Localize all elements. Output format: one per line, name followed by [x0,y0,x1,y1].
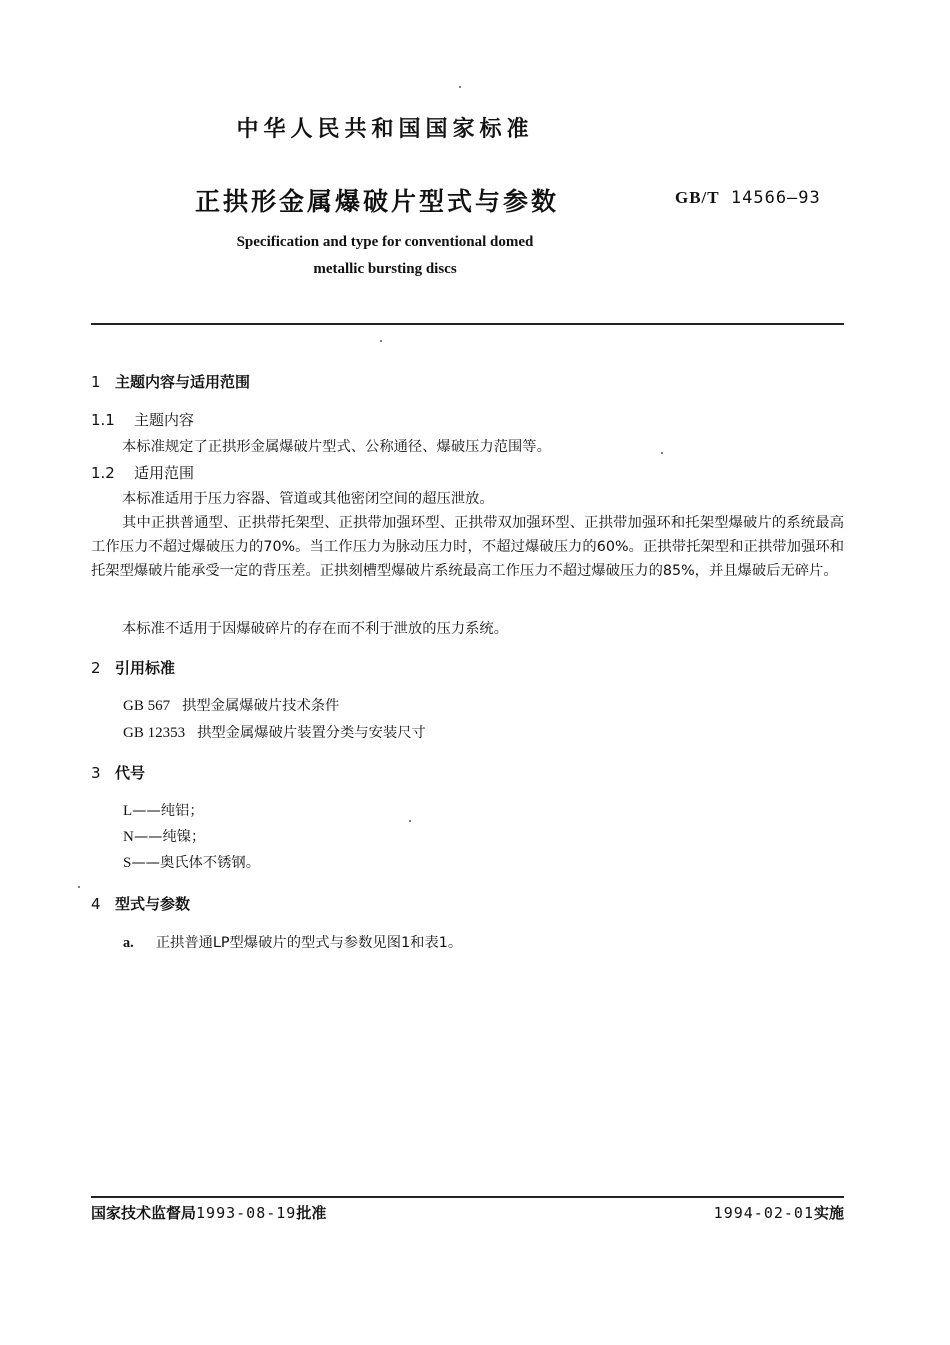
section-4-heading [91,893,190,914]
code-meaning: ——奥氏体不锈钢。 [131,855,261,871]
code-item [123,826,205,846]
section-4-item-a [123,932,462,952]
effective-line [714,1202,844,1223]
section-4-number: 4 [91,895,101,913]
standard-number [675,188,821,208]
scan-speck [380,340,382,342]
reference-item [123,722,426,742]
scan-speck [78,886,80,888]
section-1-heading [91,371,250,392]
approval-date: 1993-08-19 [196,1204,297,1222]
section-1-number: 1 [91,373,101,391]
effective-date: 1994-02-01 [713,1204,814,1222]
english-title-line1: Specification and type for conventional domed [236,234,534,250]
section-1-2-paragraph-1: 本标准适用于压力容器、管道或其他密闭空间的超压泄放。 [122,491,494,507]
section-4-title: 型式与参数 [115,895,191,913]
scan-speck [661,452,663,454]
reference-code: GB 12353 [123,725,186,741]
section-1-1-number: 1.1 [91,411,115,429]
footer-divider [91,1196,844,1198]
code-meaning: ——纯镍； [133,829,206,845]
section-1-2-number: 1.2 [91,464,115,482]
english-title-line2: metallic bursting discs [313,261,457,277]
section-1-2-paragraph-2: 其中正拱普通型、正拱带托架型、正拱带加强环型、正拱带双加强环型、正拱带加强环和托架型爆破片的系统最高工作压力不超过爆破压力的70%。当工作压力为脉动压力时，不超过爆破压力的60%。正拱带托架型和正拱带加强环和托架型爆破片能承受一定的背压差。正拱刻槽型爆破片系统最高工作压力不超过爆破压力的85%，并且爆破后无碎片。 [91,515,844,579]
code-letter: N [123,829,134,845]
section-3-number: 3 [91,764,101,782]
item-a-text: 正拱普通LP型爆破片的型式与参数见图1和表1。 [155,935,463,951]
reference-item [123,695,339,715]
section-1-1-title: 主题内容 [134,411,195,429]
issuer: 国家技术监督局 [91,1204,197,1222]
standard-number-value: 14566—93 [730,188,821,208]
approval-label: 批准 [296,1204,327,1222]
section-3-heading [91,762,145,783]
standard-prefix: GB/T [675,188,720,207]
section-1-2-paragraph-3: 本标准不适用于因爆破碎片的存在而不利于泄放的压力系统。 [122,621,509,637]
standard-name: 中华人民共和国国家标准 [236,117,534,142]
code-item [123,852,260,872]
effective-label: 实施 [813,1204,844,1222]
item-a-marker: a. [123,935,134,951]
section-2-heading [91,657,175,678]
code-item [123,800,204,820]
reference-title: 拱型金属爆破片技术条件 [182,698,340,714]
header-divider [91,323,844,325]
section-3-title: 代号 [115,764,146,782]
section-1-2-heading [91,462,194,483]
section-1-1-heading [91,409,194,430]
scan-speck [409,820,411,822]
approval-line [91,1202,326,1223]
section-1-2-title: 适用范围 [134,464,195,482]
section-2-number: 2 [91,659,101,677]
document-title: 正拱形金属爆破片型式与参数 [195,187,560,216]
code-letter: S [123,855,132,871]
reference-title: 拱型金属爆破片装置分类与安装尺寸 [197,725,426,741]
code-meaning: ——纯铝； [132,803,204,819]
code-letter: L [123,803,133,819]
section-1-1-text: 本标准规定了正拱形金属爆破片型式、公称通径、爆破压力范围等。 [122,439,551,455]
section-1-title: 主题内容与适用范围 [115,373,251,391]
section-2-title: 引用标准 [115,659,176,677]
reference-code: GB 567 [123,698,171,714]
scan-speck [459,86,461,88]
